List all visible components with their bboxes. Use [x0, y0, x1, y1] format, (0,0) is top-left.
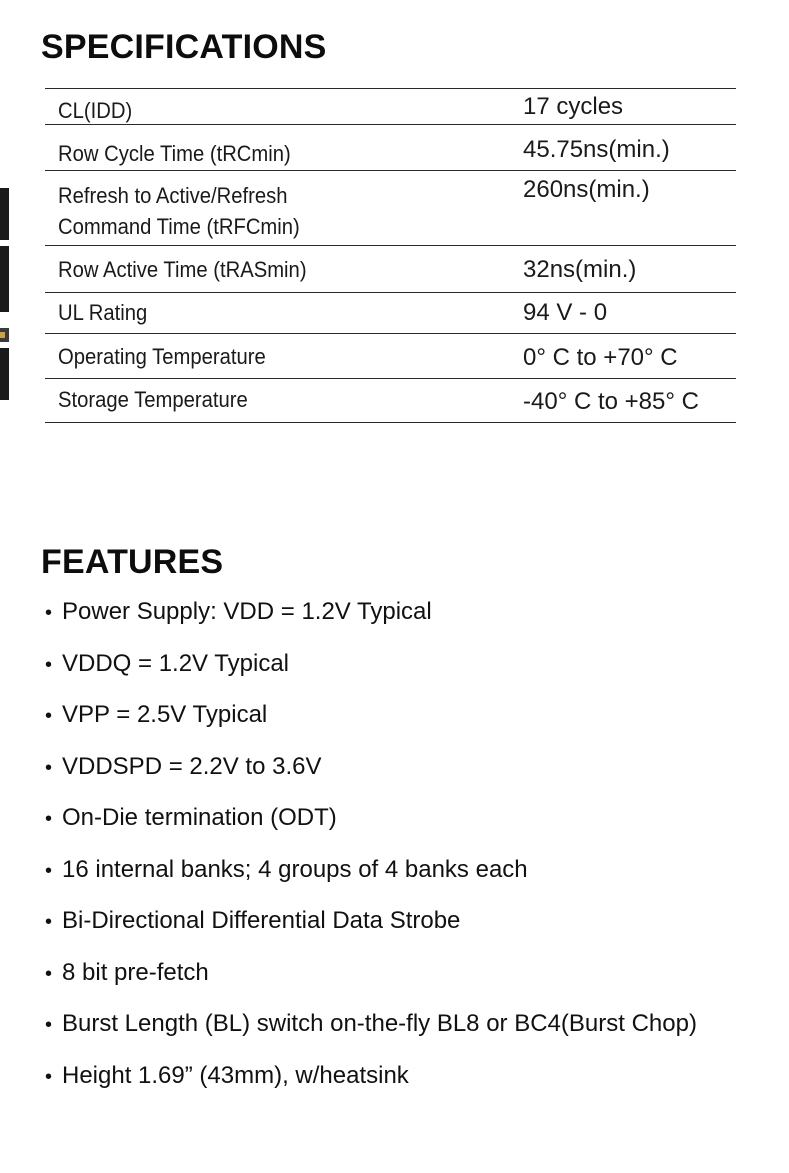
- bullet-icon: •: [45, 653, 53, 676]
- spec-value: 260ns(min.): [523, 176, 650, 203]
- spec-row: [45, 171, 736, 246]
- bullet-icon: •: [45, 808, 53, 830]
- spec-label: [58, 384, 248, 415]
- feature-text: Height 1.69” (43mm), w/heatsink: [62, 1061, 409, 1089]
- feature-text: Power Supply: VDD = 1.2V Typical: [62, 598, 432, 625]
- spec-label: [58, 138, 291, 169]
- spec-label-line: Refresh to Active/Refresh: [58, 183, 288, 208]
- specifications-table: [45, 88, 736, 423]
- bullet-icon: •: [45, 1065, 53, 1088]
- product-image-edge: [0, 188, 9, 403]
- spec-label-line: CL(IDD): [58, 98, 133, 123]
- feature-text: VPP = 2.5V Typical: [62, 701, 268, 728]
- feature-item: [45, 848, 697, 900]
- product-image-fragment: [0, 348, 9, 400]
- bullet-icon: •: [45, 602, 53, 624]
- spec-value: 17 cycles: [523, 93, 624, 120]
- spec-value: -40° C to +85° C: [523, 388, 699, 415]
- spec-label-line: Storage Temperature: [58, 387, 248, 412]
- spec-label: [58, 254, 307, 285]
- features-list: [45, 590, 697, 1105]
- feature-item: [45, 1002, 697, 1054]
- spec-value: 94 V - 0: [523, 299, 608, 326]
- feature-text: Burst Length (BL) switch on-the-fly BL8 or BC4(Burst Chop): [62, 1010, 697, 1037]
- spec-row: [45, 125, 736, 171]
- bullet-icon: •: [45, 962, 53, 985]
- spec-row: [45, 334, 736, 379]
- bullet-icon: •: [45, 859, 53, 882]
- features-heading: FEATURES: [41, 543, 224, 581]
- bullet-icon: •: [45, 1014, 53, 1036]
- spec-row: [45, 293, 736, 334]
- spec-label: [58, 95, 132, 126]
- spec-row: [45, 379, 736, 423]
- spec-value: 32ns(min.): [523, 256, 637, 283]
- spec-label-line: Operating Temperature: [58, 344, 266, 369]
- bullet-icon: •: [45, 756, 53, 779]
- feature-item: [45, 642, 697, 694]
- spec-label-line: Command Time (tRFCmin): [58, 214, 300, 239]
- spec-label-line: Row Active Time (tRASmin): [58, 257, 307, 282]
- product-image-fragment: [0, 188, 9, 240]
- feature-text: VDDQ = 1.2V Typical: [62, 649, 289, 677]
- product-image-fragment: [0, 332, 5, 338]
- spec-label-line: UL Rating: [58, 300, 148, 325]
- spec-label-line: Row Cycle Time (tRCmin): [58, 141, 291, 166]
- product-image-fragment: [0, 246, 9, 312]
- bullet-icon: •: [45, 911, 53, 933]
- spec-value: 45.75ns(min.): [523, 136, 670, 163]
- spec-label: [58, 180, 300, 242]
- feature-item: [45, 1054, 697, 1106]
- feature-text: 16 internal banks; 4 groups of 4 banks each: [62, 855, 528, 883]
- feature-item: [45, 796, 697, 848]
- feature-text: 8 bit pre-fetch: [62, 958, 209, 986]
- spec-row: [45, 246, 736, 293]
- spec-row: [45, 89, 736, 125]
- feature-item: [45, 899, 697, 951]
- spec-label: [58, 297, 147, 328]
- feature-item: [45, 951, 697, 1003]
- feature-text: Bi-Directional Differential Data Strobe: [62, 907, 461, 934]
- feature-text: VDDSPD = 2.2V to 3.6V: [62, 752, 322, 780]
- feature-item: [45, 745, 697, 797]
- feature-item: [45, 693, 697, 745]
- feature-text: On-Die termination (ODT): [62, 804, 337, 831]
- spec-value: 0° C to +70° C: [523, 344, 678, 371]
- spec-label: [58, 341, 266, 372]
- feature-item: [45, 590, 697, 642]
- specifications-heading: SPECIFICATIONS: [41, 28, 327, 66]
- bullet-icon: •: [45, 705, 53, 727]
